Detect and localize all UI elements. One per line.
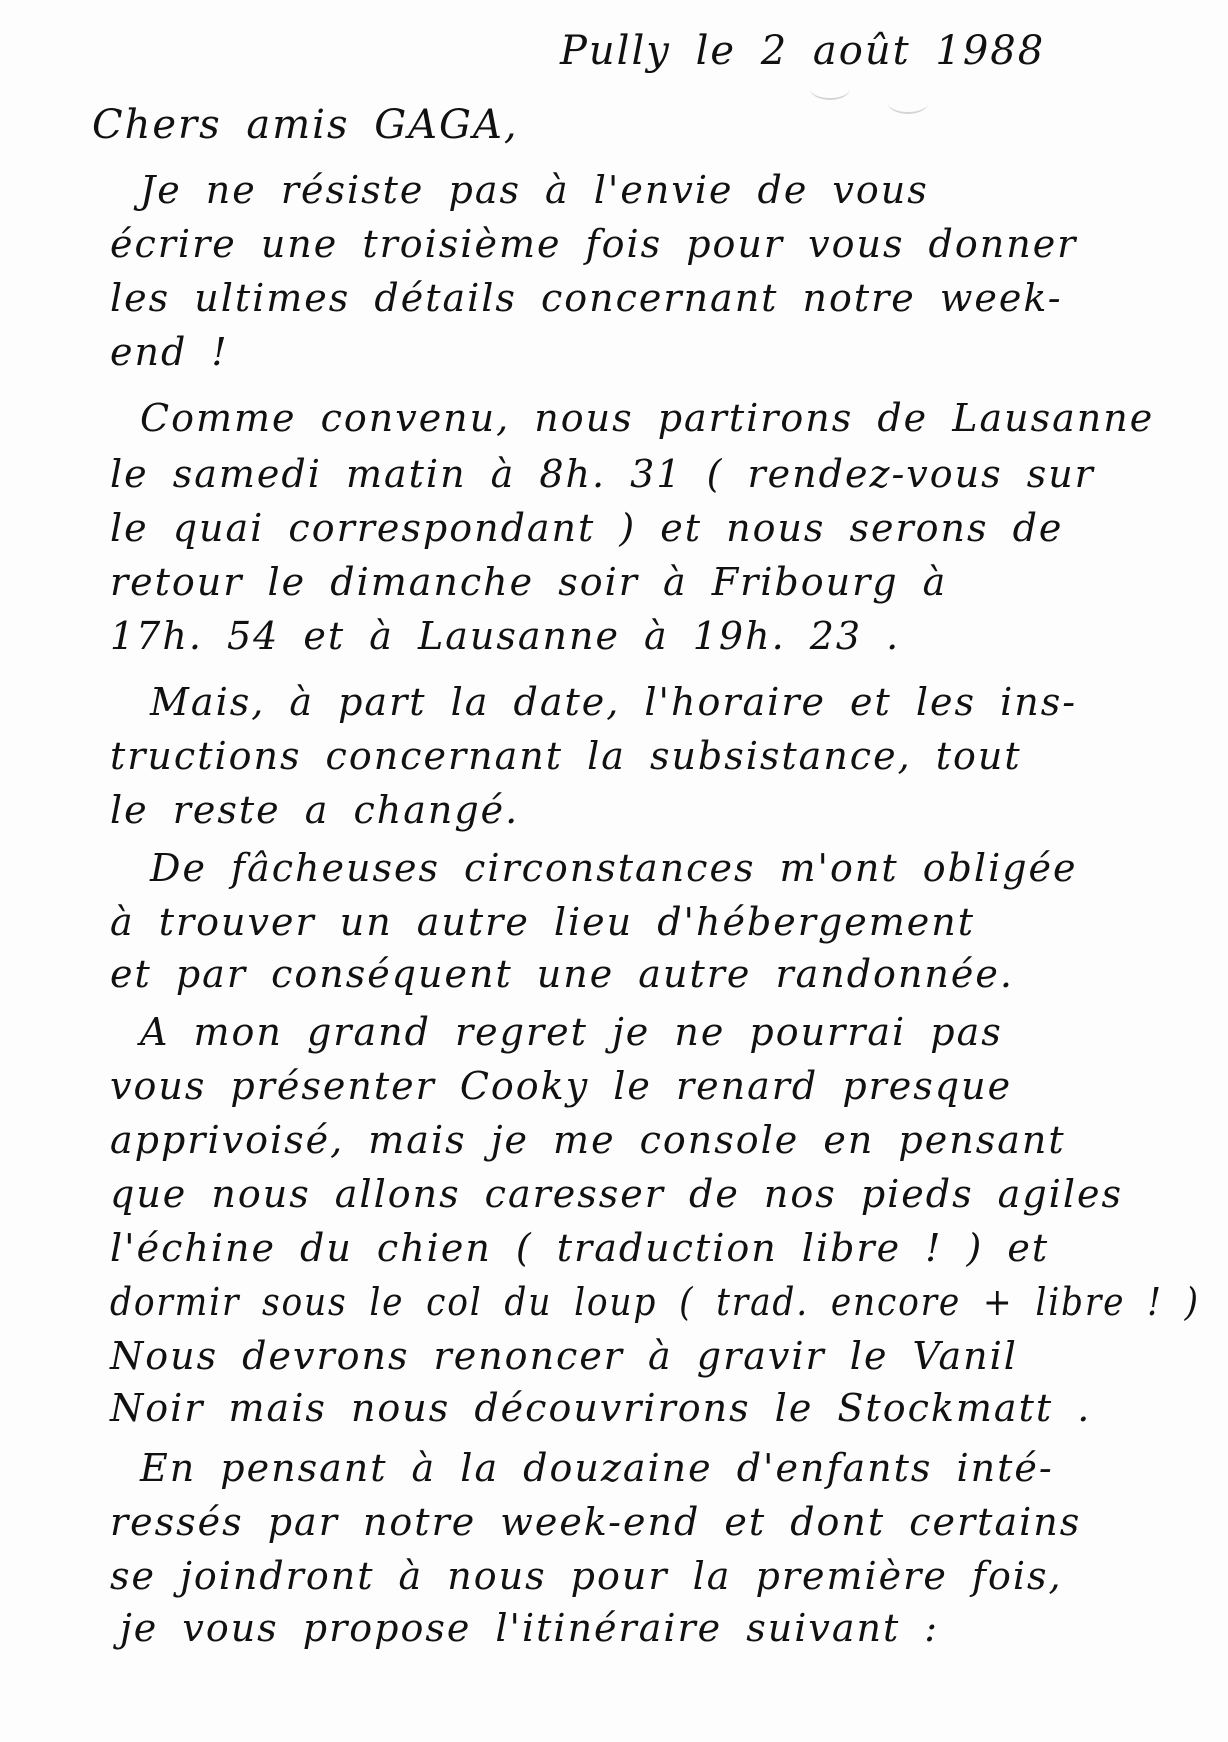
letter-line: dormir sous le col du loup ( trad. encore + libre ! ) — [110, 1280, 1200, 1324]
letter-line: Je ne résiste pas à l'envie de vous — [140, 168, 929, 212]
letter-line: je vous propose l'itinéraire suivant : — [120, 1606, 940, 1650]
letter-line: Mais, à part la date, l'horaire et les ins- — [150, 680, 1078, 724]
letter-date: Pully le 2 août 1988 — [560, 28, 1046, 74]
letter-line: vous présenter Cooky le renard presque — [110, 1064, 1013, 1108]
letter-line: à trouver un autre lieu d'hébergement — [110, 900, 976, 944]
letter-line: que nous allons caresser de nos pieds agiles — [110, 1172, 1123, 1216]
letter-line: A mon grand regret je ne pourrai pas — [140, 1010, 1003, 1054]
paper-smudge — [810, 78, 850, 100]
letter-line: écrire une troisième fois pour vous donner — [110, 222, 1078, 266]
letter-line: En pensant à la douzaine d'enfants inté- — [140, 1446, 1054, 1490]
letter-line: les ultimes détails concernant notre week- — [110, 276, 1063, 320]
letter-salutation: Chers amis GAGA, — [92, 102, 519, 148]
letter-line: le quai correspondant ) et nous serons de — [110, 506, 1064, 550]
paper-smudge — [888, 92, 928, 114]
letter-line: apprivoisé, mais je me console en pensant — [110, 1118, 1066, 1162]
letter-line: 17h. 54 et à Lausanne à 19h. 23 . — [110, 614, 901, 658]
letter-line: Noir mais nous découvrirons le Stockmatt . — [110, 1386, 1092, 1430]
letter-line: tructions concernant la subsistance, tout — [110, 734, 1022, 778]
letter-line: De fâcheuses circonstances m'ont obligée — [150, 846, 1078, 890]
letter-line: se joindront à nous pour la première fois, — [110, 1554, 1063, 1598]
letter-line: retour le dimanche soir à Fribourg à — [110, 560, 948, 604]
letter-line: le reste a changé. — [110, 788, 520, 832]
letter-line: le samedi matin à 8h. 31 ( rendez-vous sur — [110, 452, 1095, 496]
letter-line: end ! — [110, 330, 229, 374]
letter-line: Comme convenu, nous partirons de Lausanne — [140, 396, 1155, 440]
letter-line: Nous devrons renoncer à gravir le Vanil — [110, 1334, 1018, 1378]
letter-line: et par conséquent une autre randonnée. — [110, 952, 1014, 996]
letter-line: ressés par notre week-end et dont certains — [110, 1500, 1082, 1544]
letter-line: l'échine du chien ( traduction libre ! ) et — [110, 1226, 1050, 1270]
